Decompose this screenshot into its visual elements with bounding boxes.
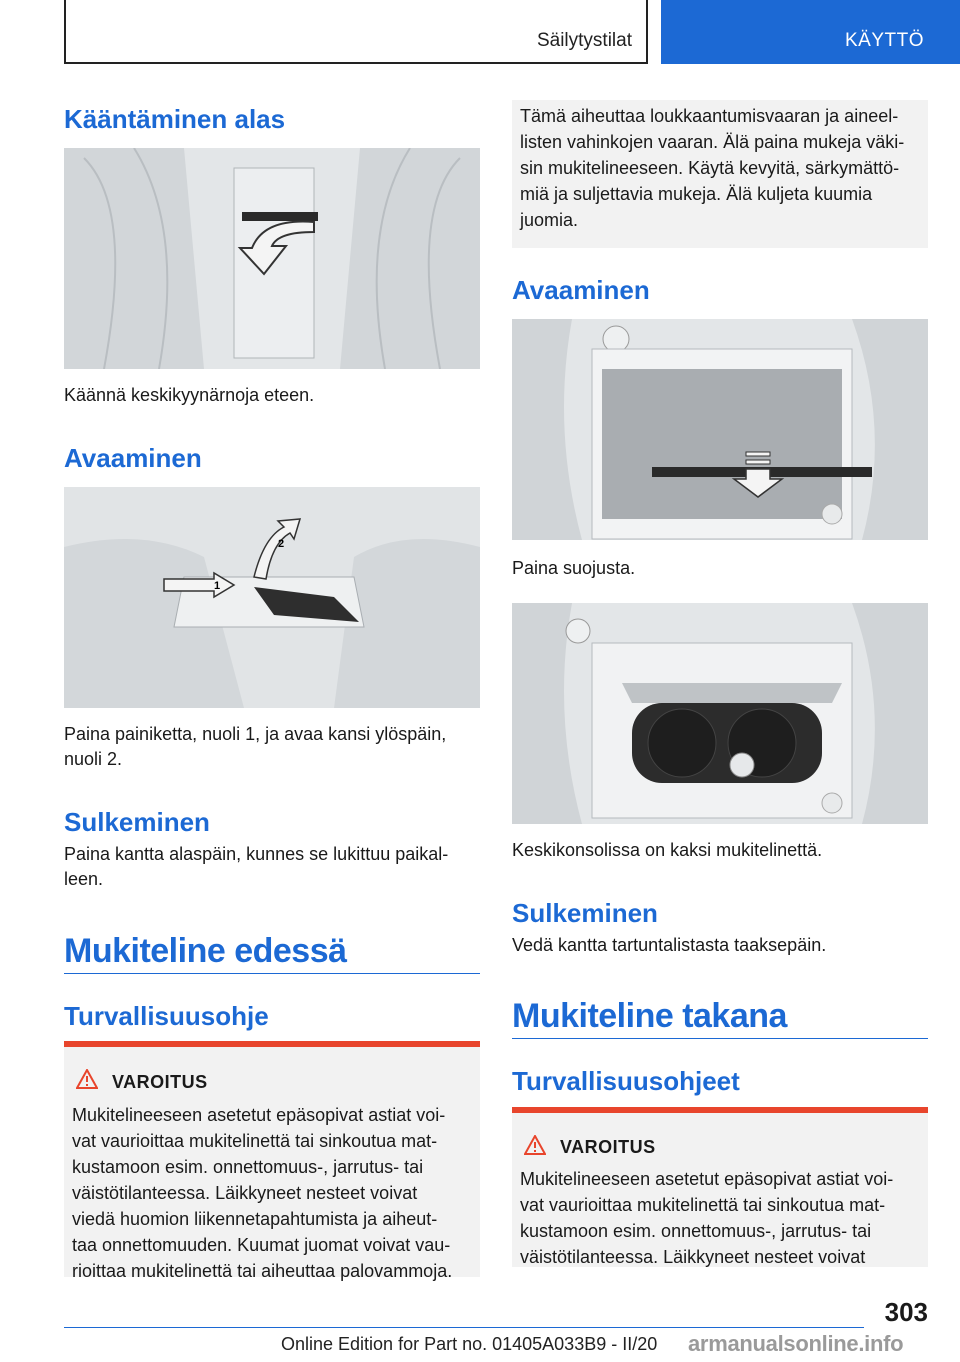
text-sulkeminen-l1: Paina kantta alaspäin, kunnes se lukittuu paikal-: [64, 844, 449, 864]
warning-line: vat vaurioittaa mukitelinettä tai sinkoutua mat-: [520, 1195, 886, 1215]
header-chapter-tab[interactable]: [661, 0, 960, 64]
arrow-label-2: 2: [278, 538, 285, 550]
heading-kaantaminen: Kääntäminen alas: [64, 104, 286, 134]
heading-sulkeminen-right: Sulkeminen: [512, 898, 658, 928]
warning-line: Mukitelineeseen asetetut epäsopivat astiat voi-: [520, 1169, 894, 1189]
warning-line: miä ja suljettavia mukeja. Älä kuljeta kuumia: [520, 184, 873, 204]
page-number: 303: [884, 1297, 928, 1327]
warning-title: VAROITUS: [112, 1072, 208, 1092]
warning-line: sin mukitelineeseen. Käytä kevyitä, särkymättö-: [520, 158, 900, 178]
heading-rule: [64, 973, 480, 974]
warning-triangle-icon: [524, 1135, 546, 1155]
warning-bar: [64, 1041, 480, 1047]
caption-open-l1: Paina painiketta, nuoli 1, ja avaa kansi ylöspäin,: [64, 724, 447, 744]
warning-bar: [512, 1107, 928, 1113]
header-chapter-label: KÄYTTÖ: [845, 30, 925, 51]
footer-rule: [64, 1327, 864, 1328]
warning-line: juomia.: [520, 210, 579, 230]
heading-mukiteline-edessa: Mukiteline edessä: [64, 932, 347, 970]
warning-box-right: [512, 1107, 928, 1267]
figure-armrest-fold: [64, 148, 480, 369]
header-section-box: [64, 0, 648, 64]
heading-turvallisuusohje: Turvallisuusohje: [64, 1001, 269, 1031]
warning-line: väistötilanteessa. Läikkyneet nesteet voivat: [520, 1247, 866, 1267]
caption-open-l2: nuoli 2.: [64, 749, 123, 769]
warning-triangle-icon: [76, 1069, 98, 1089]
warning-line: kustamoon esim. onnettomuus-, jarrutus- tai: [520, 1221, 872, 1241]
warning-line: viedä huomion liikennetapahtumista ja aiheut-: [72, 1209, 438, 1229]
warning-line: Tämä aiheuttaa loukkaantumisvaaran ja aineel-: [520, 106, 899, 126]
heading-rule: [512, 1038, 928, 1039]
warning-title: VAROITUS: [560, 1137, 656, 1157]
warning-line: kustamoon esim. onnettomuus-, jarrutus- tai: [72, 1157, 424, 1177]
watermark-text: armanualsonline.info: [688, 1331, 904, 1356]
warning-line: listen vahinkojen vaaran. Älä paina mukeja väki-: [520, 132, 905, 152]
figure-armrest-open: [64, 487, 480, 708]
warning-continued-box: [512, 100, 928, 248]
caption-fold-down: Käännä keskikyynärnoja eteen.: [64, 385, 315, 405]
heading-turvallisuusohjeet: Turvallisuusohjeet: [512, 1066, 740, 1096]
warning-line: vat vaurioittaa mukitelinettä tai sinkoutua mat-: [72, 1131, 438, 1151]
arrow-label-1: 1: [214, 580, 221, 592]
header-section-title: Säilytystilat: [536, 30, 632, 51]
text-sulkeminen-right: Vedä kantta tartuntalistasta taaksepäin.: [512, 935, 827, 955]
heading-mukiteline-takana: Mukiteline takana: [512, 997, 787, 1035]
text-sulkeminen-l2: leen.: [64, 869, 104, 889]
heading-avaaminen-right: Avaaminen: [512, 275, 650, 305]
figure-console-cover: [512, 319, 928, 540]
footer-edition: Online Edition for Part no. 01405A033B9 - II/20: [281, 1334, 658, 1354]
heading-avaaminen-left: Avaaminen: [64, 443, 202, 473]
figure-cupholders: [512, 603, 928, 824]
warning-line: taa onnettomuuden. Kuumat juomat voivat vau-: [72, 1235, 451, 1255]
warning-line: väistötilanteessa. Läikkyneet nesteet voivat: [72, 1183, 418, 1203]
warning-line: rioittaa mukitelinettä tai aiheuttaa palovammoja.: [72, 1261, 453, 1281]
caption-press-cover: Paina suojusta.: [512, 558, 636, 578]
warning-box-left: [64, 1041, 480, 1281]
caption-two-cupholders: Keskikonsolissa on kaksi mukitelinettä.: [512, 840, 823, 860]
heading-sulkeminen-left: Sulkeminen: [64, 807, 210, 837]
warning-line: Mukitelineeseen asetetut epäsopivat astiat voi-: [72, 1105, 446, 1125]
